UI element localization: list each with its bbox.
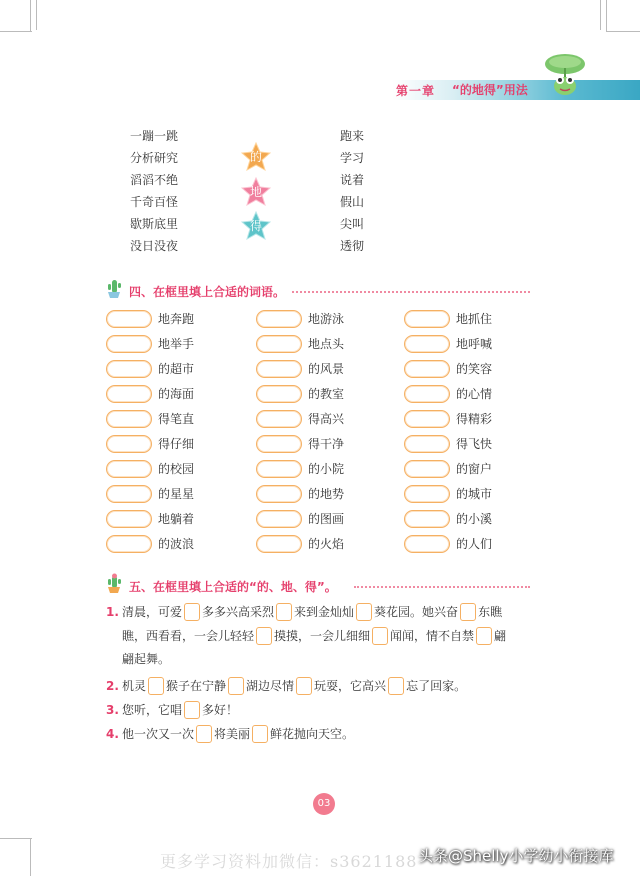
matching-right-item: 学习 [340,151,365,165]
bubble-suffix-text: 的窗户 [456,462,493,476]
bubble-suffix-text: 地抓住 [456,312,493,326]
bubble-suffix-text: 得笔直 [158,412,195,426]
fill-in-bubble[interactable] [404,310,450,328]
q2-text: 玩耍，它高兴 [314,679,387,693]
fill-in-bubble[interactable] [106,435,152,453]
q2-text: 湖边尽情 [246,679,295,693]
fill-in-bubble[interactable] [256,435,302,453]
q2-text: 猴子在宁静 [166,679,227,693]
chapter-title: “的地得”用法 [452,83,528,97]
question-1-line-1 [122,602,502,622]
matching-left-item: 滔滔不绝 [130,173,179,187]
fill-in-bubble[interactable] [106,535,152,553]
star-di-char: 地 [249,185,262,199]
q1-text: 葵花园。她兴奋 [374,605,459,619]
credit-overlay: 头条@Shelly小学幼小衔接库 [418,847,614,865]
answer-box[interactable] [196,725,212,743]
crop-mark [606,31,640,32]
bubble-suffix-text: 地点头 [308,337,345,351]
matching-right-item: 跑来 [340,129,365,143]
matching-left-item: 歇斯底里 [130,217,179,231]
q1-text: 清晨，可爱 [122,605,183,619]
fill-in-bubble[interactable] [404,435,450,453]
bubble-suffix-text: 的火焰 [308,537,345,551]
answer-box[interactable] [460,603,476,621]
fill-in-bubble[interactable] [106,360,152,378]
bubble-suffix-text: 地游泳 [308,312,345,326]
question-number: 2. [106,679,119,693]
bubble-suffix-text: 得飞快 [456,437,493,451]
answer-box[interactable] [372,627,388,645]
q3-text: 您听，它唱 [122,703,183,717]
question-number: 3. [106,703,119,717]
fill-in-bubble[interactable] [106,485,152,503]
cactus-icon [104,572,124,594]
q2-text: 忘了回家。 [406,679,467,693]
bubble-suffix-text: 的心情 [456,387,493,401]
crop-mark [36,0,37,30]
crop-mark [600,0,601,30]
crop-mark [30,838,31,876]
fill-in-bubble[interactable] [404,360,450,378]
q1-text: 来到金灿灿 [294,605,355,619]
bubble-suffix-text: 得精彩 [456,412,493,426]
bubble-suffix-text: 的笑容 [456,362,493,376]
page-number: 03 [313,793,335,815]
matching-right-item: 说着 [340,173,365,187]
answer-box[interactable] [356,603,372,621]
answer-box[interactable] [252,725,268,743]
answer-box[interactable] [476,627,492,645]
fill-in-bubble[interactable] [256,385,302,403]
fill-in-bubble[interactable] [256,360,302,378]
fill-in-bubble[interactable] [106,385,152,403]
question-number: 1. [106,605,119,619]
crop-mark [606,0,607,32]
section4-divider [292,291,530,293]
bubble-suffix-text: 地躺着 [158,512,195,526]
bubble-suffix-text: 地奔跑 [158,312,195,326]
fill-in-bubble[interactable] [256,410,302,428]
question-4-line [122,724,354,744]
answer-box[interactable] [148,677,164,695]
fill-in-bubble[interactable] [106,510,152,528]
fill-in-bubble[interactable] [106,335,152,353]
q2-text: 机灵 [122,679,147,693]
bubble-suffix-text: 的城市 [456,487,493,501]
crop-mark [0,838,32,839]
q1-text: 摸摸，一会儿细细 [274,629,371,643]
fill-in-bubble[interactable] [404,485,450,503]
question-1-line-3: 翩起舞。 [122,652,171,666]
matching-left-column [130,125,178,257]
answer-box[interactable] [388,677,404,695]
bubble-suffix-text: 的星星 [158,487,195,501]
star-de[interactable] [241,142,271,172]
q1-text: 瞧，西看看，一会儿轻轻 [122,629,255,643]
matching-left-item: 一蹦一跳 [130,129,179,143]
fill-in-bubble[interactable] [256,335,302,353]
bubble-suffix-text: 的校园 [158,462,195,476]
fill-in-bubble[interactable] [404,385,450,403]
question-number: 4. [106,727,119,741]
matching-right-item: 尖叫 [340,217,365,231]
bubble-suffix-text: 的超市 [158,362,195,376]
bubble-suffix-text: 的小溪 [456,512,493,526]
crop-mark [30,0,31,32]
answer-box[interactable] [184,701,200,719]
bubble-suffix-text: 的海面 [158,387,195,401]
fill-in-bubble[interactable] [106,410,152,428]
bubble-suffix-text: 得干净 [308,437,345,451]
star-de2-char: 得 [249,219,262,233]
question-1-line-2 [122,626,506,646]
q1-text: 翩 [494,629,507,643]
fill-in-bubble[interactable] [256,310,302,328]
q1-text: 闻闻，情不自禁 [390,629,475,643]
bubble-suffix-text: 的风景 [308,362,345,376]
question-3-line [122,700,238,720]
bubble-suffix-text: 地呼喊 [456,337,493,351]
fill-in-bubble[interactable] [256,485,302,503]
section4-title: 四、在框里填上合适的词语。 [129,285,286,299]
answer-box[interactable] [296,677,312,695]
bubble-suffix-text: 的人们 [456,537,493,551]
matching-right-item: 假山 [340,195,365,209]
fill-in-bubble[interactable] [404,535,450,553]
fill-in-bubble[interactable] [256,510,302,528]
answer-box[interactable] [256,627,272,645]
bubble-suffix-text: 得高兴 [308,412,345,426]
fill-in-bubble[interactable] [106,460,152,478]
q1-text: 东瞧 [478,605,503,619]
matching-right-item: 透彻 [340,239,365,253]
fill-in-bubble[interactable] [404,335,450,353]
q4-text: 他一次又一次 [122,727,195,741]
section5-divider [354,586,530,588]
answer-box[interactable] [276,603,292,621]
crop-mark [0,31,32,32]
matching-left-item: 分析研究 [130,151,179,165]
question-2-line [122,676,466,696]
cactus-icon [104,277,124,299]
bubble-suffix-text: 的地势 [308,487,345,501]
bubble-suffix-text: 的波浪 [158,537,195,551]
matching-right-column [340,125,364,257]
frog-mascot-icon [542,50,588,98]
bubble-suffix-text: 的小院 [308,462,345,476]
q4-text: 将美丽 [214,727,251,741]
watermark-text: 更多学习资料加微信：s3621188 [160,852,418,871]
q4-text: 鲜花抛向天空。 [270,727,355,741]
star-de-char: 的 [249,150,262,164]
bubble-suffix-text: 的教室 [308,387,345,401]
star-de2[interactable] [241,211,271,241]
fill-in-bubble[interactable] [106,310,152,328]
bubble-suffix-text: 的图画 [308,512,345,526]
bubble-suffix-text: 地举手 [158,337,195,351]
fill-in-bubble[interactable] [256,460,302,478]
chapter-label: 第一章 [396,84,436,98]
answer-box[interactable] [228,677,244,695]
star-di[interactable] [241,177,271,207]
q1-text: 多多兴高采烈 [202,605,275,619]
fill-in-bubble[interactable] [404,460,450,478]
q3-text: 多好！ [202,703,239,717]
section5-title: 五、在框里填上合适的“的、地、得”。 [129,580,337,594]
bubble-suffix-text: 得仔细 [158,437,195,451]
matching-left-item: 千奇百怪 [130,195,179,209]
matching-left-item: 没日没夜 [130,239,179,253]
fill-in-bubble[interactable] [404,510,450,528]
fill-in-bubble[interactable] [404,410,450,428]
fill-in-bubble[interactable] [256,535,302,553]
answer-box[interactable] [184,603,200,621]
